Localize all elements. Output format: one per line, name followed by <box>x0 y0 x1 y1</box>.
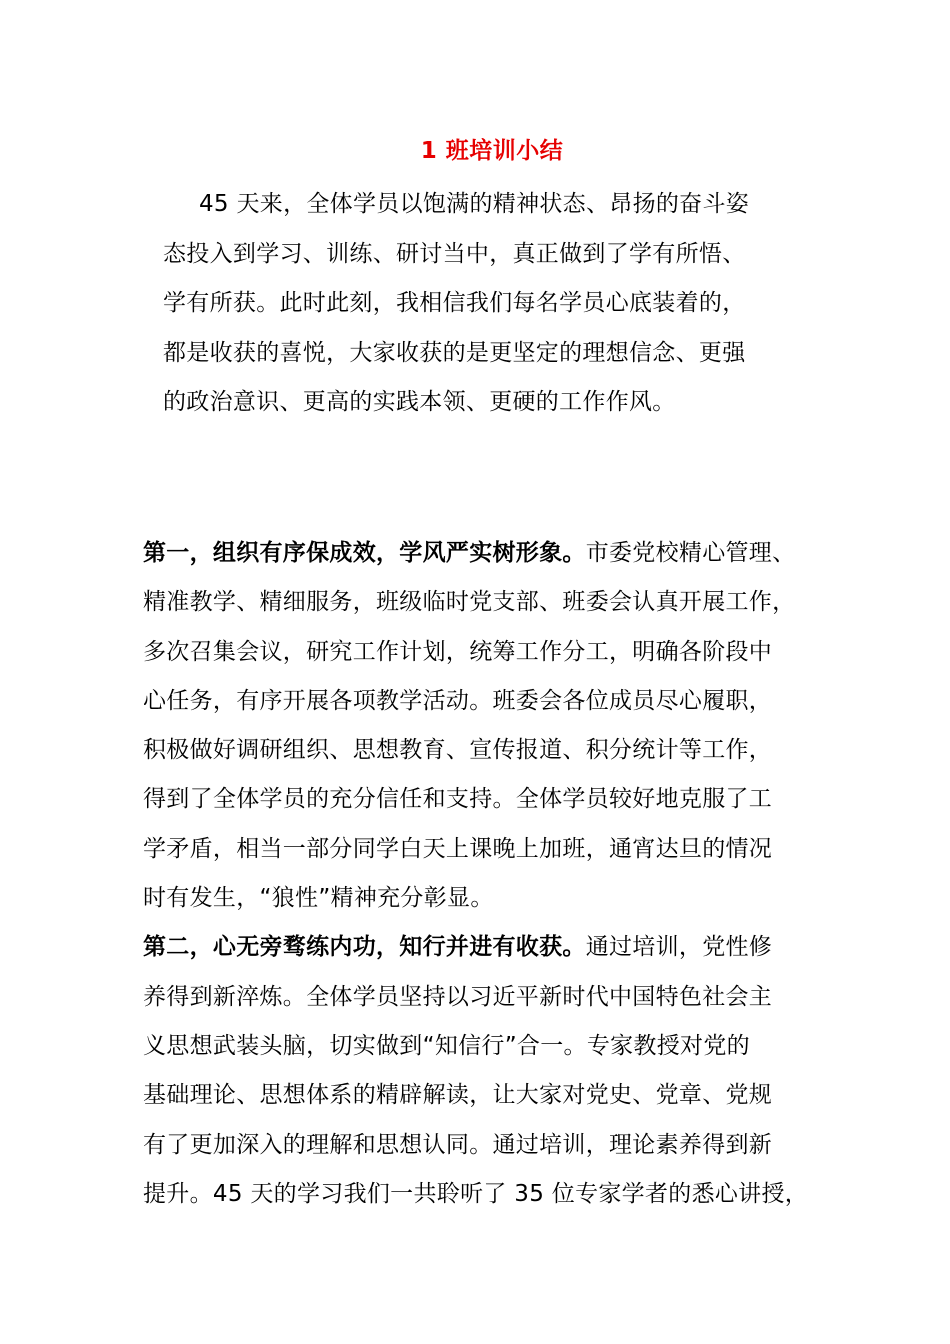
section2-heading: 第二，心无旁骛练内功，知行并进有收获。 <box>143 934 586 961</box>
section2-line: 提升。45 天的学习我们一共聆听了 35 位专家学者的悉心讲授， <box>143 1180 809 1207</box>
body-paragraphs <box>143 529 833 1219</box>
section2-line: 基础理论、思想体系的精辟解读，让大家对党史、党章、党规 <box>143 1082 773 1109</box>
section2-line: 有了更加深入的理解和思想认同。通过培训，理论素养得到新 <box>143 1131 773 1158</box>
intro-line: 都是收获的喜悦，大家收获的是更坚定的理想信念、更强 <box>163 339 746 366</box>
section1-first-line <box>143 529 833 578</box>
section1-line: 学矛盾，相当一部分同学白天上课晚上加班，通宵达旦的情况 <box>143 835 773 862</box>
section1-line: 时有发生，“狼性”精神充分彰显。 <box>143 885 494 912</box>
section1-line: 多次召集会议，研究工作计划，统筹工作分工，明确各阶段中 <box>143 638 773 665</box>
intro-line: 态投入到学习、训练、研讨当中，真正做到了学有所悟、 <box>163 240 746 267</box>
intro-paragraph <box>163 180 803 428</box>
intro-line: 45 天来，全体学员以饱满的精神状态、昂扬的奋斗姿 <box>199 191 750 217</box>
intro-line: 学有所获。此时此刻，我相信我们每名学员心底装着的， <box>163 290 746 316</box>
section2-line: 养得到新淬炼。全体学员坚持以习近平新时代中国特色社会主 <box>143 983 773 1010</box>
section1-line: 得到了全体学员的充分信任和支持。全体学员较好地克服了工 <box>143 786 773 813</box>
intro-line: 的政治意识、更高的实践本领、更硬的工作作风。 <box>163 389 676 415</box>
section2-line: 义思想武装头脑，切实做到“知信行”合一。专家教授对党的 <box>143 1032 750 1059</box>
section1-line: 精准教学、精细服务，班级临时党支部、班委会认真开展工作， <box>143 589 796 616</box>
section1-line: 积极做好调研组织、思想教育、宣传报道、积分统计等工作， <box>143 737 773 764</box>
section2-first-line <box>143 923 833 972</box>
section1-line: 心任务，有序开展各项教学活动。班委会各位成员尽心履职， <box>143 687 773 714</box>
section2-first-line-text: 通过培训，党性修 <box>585 934 773 961</box>
document-title: 1 班培训小结 <box>420 138 564 164</box>
section1-first-line-text: 市委党校精心管理、 <box>585 540 796 566</box>
section1-heading: 第一，组织有序保成效，学风严实树形象。 <box>143 540 586 566</box>
